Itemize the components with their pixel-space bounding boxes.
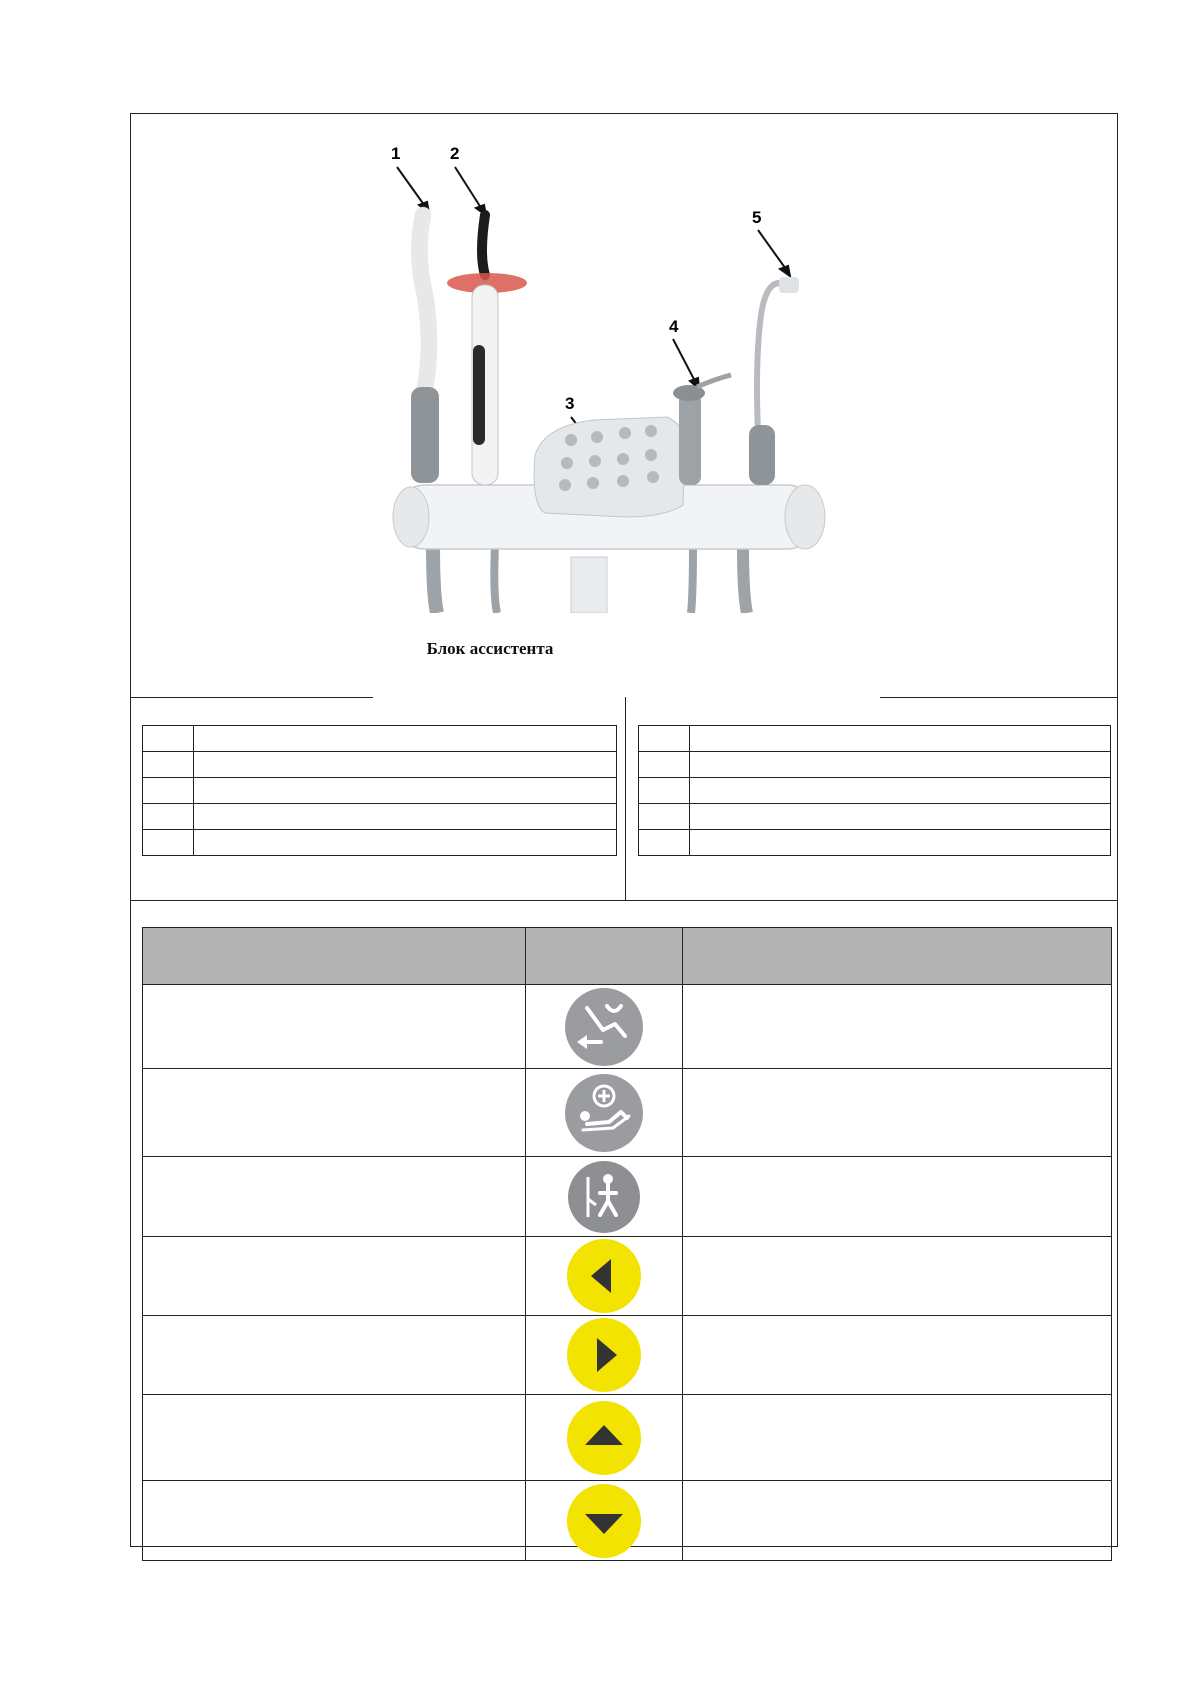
table-row xyxy=(143,1316,1112,1395)
table-row xyxy=(639,778,1111,804)
table-cell xyxy=(194,726,617,752)
table-row xyxy=(143,804,617,830)
callout-5: 5 xyxy=(752,208,762,227)
callout-4: 4 xyxy=(669,317,679,336)
table-cell xyxy=(143,1157,526,1237)
table-header-cell xyxy=(526,928,683,985)
table-cell xyxy=(639,804,690,830)
arrow-down-icon xyxy=(565,1482,643,1560)
table-cell xyxy=(683,1316,1112,1395)
table-cell xyxy=(143,985,526,1069)
table-cell xyxy=(690,726,1111,752)
table-row xyxy=(143,1069,1112,1157)
table-cell xyxy=(690,752,1111,778)
button-function-table xyxy=(142,927,1112,1561)
table-cell xyxy=(143,1395,526,1481)
callout-arrow xyxy=(455,167,483,211)
chair-return-icon xyxy=(563,986,645,1068)
arrow-left-icon xyxy=(565,1237,643,1315)
table-cell xyxy=(194,752,617,778)
table-row xyxy=(143,830,617,856)
table-cell xyxy=(526,1237,683,1316)
table-row xyxy=(143,752,617,778)
table-row xyxy=(143,778,617,804)
table-cell xyxy=(194,830,617,856)
divider xyxy=(130,697,373,698)
table-cell xyxy=(143,778,194,804)
divider xyxy=(625,697,626,900)
table-cell xyxy=(526,1395,683,1481)
table-row xyxy=(639,804,1111,830)
callout-1: 1 xyxy=(391,144,401,163)
table-row xyxy=(143,1157,1112,1237)
table-cell xyxy=(526,1157,683,1237)
figure-caption: Блок ассистента xyxy=(426,639,554,658)
table-header-cell xyxy=(143,928,526,985)
table-cell xyxy=(690,778,1111,804)
table-cell xyxy=(143,726,194,752)
table-cell xyxy=(683,1069,1112,1157)
table-cell xyxy=(143,1316,526,1395)
table-cell xyxy=(690,830,1111,856)
callout-3: 3 xyxy=(565,394,575,413)
table-header-cell xyxy=(683,928,1112,985)
callout-arrow xyxy=(758,230,788,272)
arrow-right-icon xyxy=(565,1316,643,1394)
table-cell xyxy=(143,752,194,778)
table-cell xyxy=(639,726,690,752)
table-cell xyxy=(683,1395,1112,1481)
table-cell xyxy=(683,985,1112,1069)
table-row xyxy=(143,1395,1112,1481)
table-cell xyxy=(683,1481,1112,1561)
table-cell xyxy=(143,1481,526,1561)
table-cell xyxy=(639,752,690,778)
table-row xyxy=(639,830,1111,856)
table-row xyxy=(639,726,1111,752)
legend-table-right xyxy=(638,725,1111,856)
table-cell xyxy=(639,778,690,804)
table-row xyxy=(639,752,1111,778)
table-cell xyxy=(143,1237,526,1316)
table-cell xyxy=(526,1069,683,1157)
table-cell xyxy=(194,804,617,830)
table-cell xyxy=(526,985,683,1069)
table-cell xyxy=(526,1316,683,1395)
table-cell xyxy=(639,830,690,856)
assistant-block-photo xyxy=(375,125,845,613)
divider xyxy=(130,900,1118,901)
table-cell xyxy=(143,804,194,830)
table-cell xyxy=(526,1481,683,1561)
table-header-row xyxy=(143,928,1112,985)
patient-exit-icon xyxy=(566,1159,642,1235)
legend-table-left xyxy=(142,725,617,856)
table-cell xyxy=(143,1069,526,1157)
table-row xyxy=(143,985,1112,1069)
divider xyxy=(880,697,1118,698)
table-cell xyxy=(194,778,617,804)
table-cell xyxy=(683,1157,1112,1237)
arrow-up-icon xyxy=(565,1399,643,1477)
table-cell xyxy=(143,830,194,856)
emergency-position-icon xyxy=(563,1072,645,1154)
table-row xyxy=(143,726,617,752)
table-cell xyxy=(683,1237,1112,1316)
callout-arrow xyxy=(673,339,697,385)
callout-2: 2 xyxy=(450,144,460,163)
table-row xyxy=(143,1237,1112,1316)
table-cell xyxy=(690,804,1111,830)
table-row xyxy=(143,1481,1112,1561)
